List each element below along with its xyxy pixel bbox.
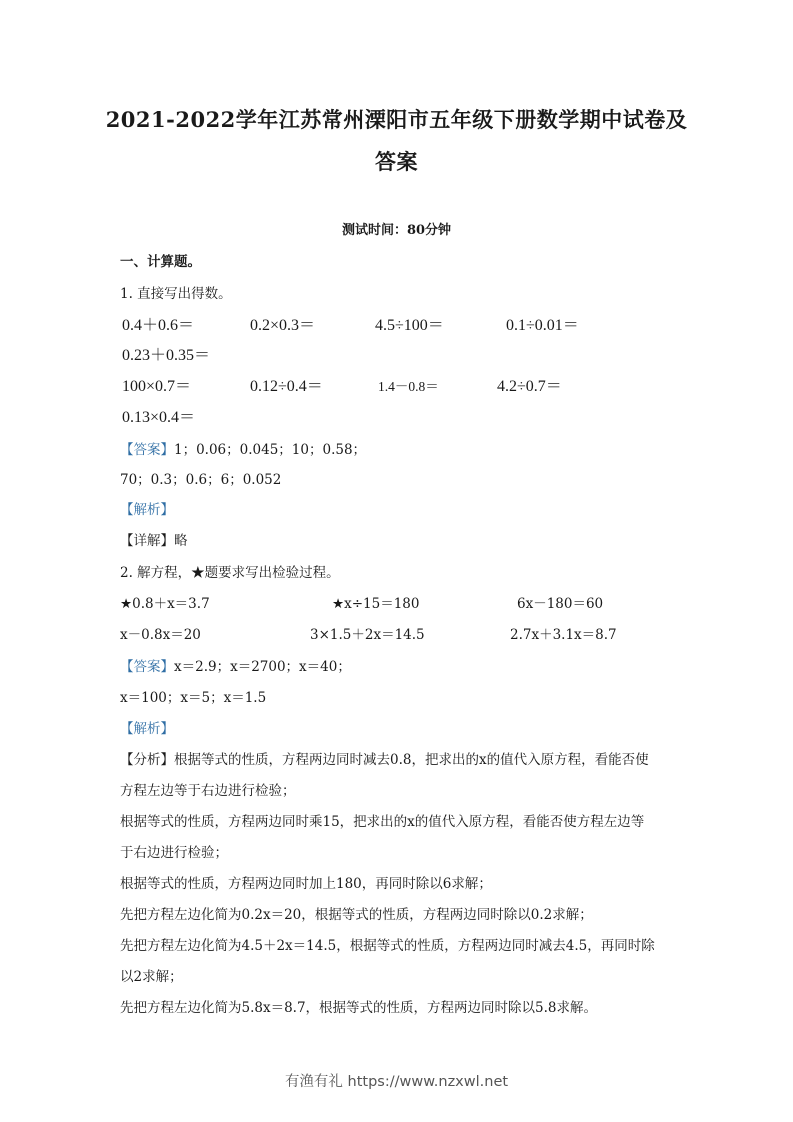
question-2-prompt: 2. 解方程，★题要求写出检验过程。 <box>120 565 340 581</box>
answer-tag: 【答案】 <box>120 442 174 458</box>
equation-item: ★x÷15＝180 <box>332 596 420 612</box>
answer-text: x＝2.9；x＝2700；x＝40； <box>174 659 351 675</box>
answer-tag: 【答案】 <box>120 659 174 675</box>
analysis-text: 先把方程左边化简为0.2x＝20，根据等式的性质，方程两边同时除以0.2求解； <box>120 907 593 923</box>
calc-item: 0.12÷0.4＝ <box>250 378 323 395</box>
analysis-tag: 【解析】 <box>120 502 174 518</box>
answer-line <box>120 438 366 458</box>
detail-text: 略 <box>174 533 188 549</box>
page-footer-watermark: 有渔有礼 https://www.nzxwl.net <box>284 1074 509 1090</box>
calc-item: 0.4＋0.6＝ <box>122 317 195 334</box>
analysis-text: 根据等式的性质，方程两边同时减去0.8，把求出的x的值代入原方程，看能否使 <box>174 752 649 768</box>
calc-item: 100×0.7＝ <box>122 378 192 395</box>
analysis-text: 于右边进行检验； <box>120 845 228 861</box>
answer-text: 1；0.06；0.045；10；0.58； <box>174 442 367 458</box>
equation-item: 3×1.5＋2x＝14.5 <box>310 627 425 643</box>
answer-text-line2: 70；0.3；0.6；6；0.052 <box>120 472 282 488</box>
analysis-text: 方程左边等于右边进行检验； <box>120 783 296 799</box>
equation-item: 6x－180＝60 <box>517 596 604 612</box>
calc-item: 0.2×0.3＝ <box>250 317 316 334</box>
answer-line <box>120 655 351 675</box>
equation-item: ★0.8＋x＝3.7 <box>120 596 210 612</box>
detail-line <box>120 529 188 549</box>
analysis-text: 以2求解； <box>120 969 183 985</box>
analysis-text: 先把方程左边化简为4.5＋2x＝14.5，根据等式的性质，方程两边同时减去4.5，再同时除 <box>120 938 655 954</box>
calc-item: 4.2÷0.7＝ <box>497 378 562 395</box>
calc-item: 0.1÷0.01＝ <box>506 317 579 334</box>
question-1-prompt: 1. 直接写出得数。 <box>120 286 232 302</box>
calc-item: 0.13×0.4＝ <box>122 409 196 426</box>
fenxi-tag: 【分析】 <box>120 752 174 768</box>
analysis-tag: 【解析】 <box>120 721 174 737</box>
page-title-line1: 2021-2022学年江苏常州溧阳市五年级下册数学期中试卷及 <box>105 107 688 132</box>
analysis-text: 根据等式的性质，方程两边同时加上180，再同时除以6求解； <box>120 876 492 892</box>
section-heading: 一、计算题。 <box>120 254 201 270</box>
equation-item: 2.7x＋3.1x＝8.7 <box>510 627 617 643</box>
detail-tag: 【详解】 <box>120 533 174 549</box>
fenxi-line <box>120 748 649 768</box>
equation-item: x－0.8x＝20 <box>120 627 201 643</box>
page-title-line2: 答案 <box>375 149 418 174</box>
analysis-text: 先把方程左边化简为5.8x＝8.7，根据等式的性质，方程两边同时除以5.8求解。 <box>120 1000 598 1016</box>
calc-item: 0.23＋0.35＝ <box>122 347 211 364</box>
calc-item: 4.5÷100＝ <box>375 317 444 334</box>
test-time: 测试时间：80分钟 <box>341 223 452 238</box>
calc-item: 1.4－0.8＝ <box>378 379 439 394</box>
answer-text-line2: x＝100；x＝5；x＝1.5 <box>120 690 267 706</box>
analysis-text: 根据等式的性质，方程两边同时乘15，把求出的x的值代入原方程，看能否使方程左边等 <box>120 814 645 830</box>
